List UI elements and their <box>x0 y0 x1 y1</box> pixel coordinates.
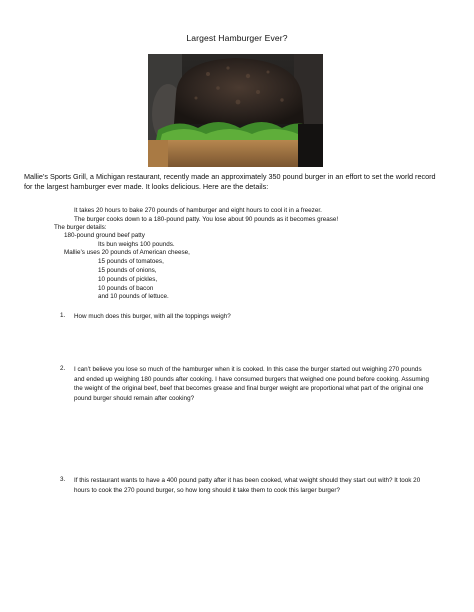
fact-cook-down: The burger cooks down to a 180-pound patty. You lose about 90 pounds as it becomes grease! <box>74 216 339 223</box>
detail-patty: 180-pound ground beef patty <box>64 232 145 239</box>
question-number: 1. <box>60 312 66 319</box>
question-text: If this restaurant wants to have a 400 pound patty after it has been cooked, what weight should they start out with? It took 20 hours to cook the 270 pound burger, so how long should it take them to cook this larger burger? <box>74 477 421 494</box>
details-label: The burger details: <box>54 224 107 231</box>
detail-cheese: Mallie’s uses 20 pounds of American cheese, <box>64 249 190 256</box>
detail-lettuce: and 10 pounds of lettuce. <box>98 293 169 300</box>
detail-bacon: 10 pounds of bacon <box>98 285 154 292</box>
intro-paragraph: Mallie’s Sports Grill, a Michigan restaurant, recently made an approximately 350 pound burger in an effort to set the world record for the largest hamburger ever made. It looks delicious. Here are the details: <box>24 172 436 191</box>
question-text: How much does this burger, with all the toppings weigh? <box>74 313 231 320</box>
question-number: 2. <box>60 365 66 372</box>
detail-tomatoes: 15 pounds of tomatoes, <box>98 258 164 265</box>
detail-onions: 15 pounds of onions, <box>98 267 157 274</box>
question-text: I can’t believe you lose so much of the hamburger when it is cooked. In this case the burger started out weighing 270 pounds and ended up weighing 180 pounds after cooking. I have consumed burgers that weighed one pound before cooking. Assuming the weight of the original beef, beef that becomes grease and final burger weight are proportional what part of the original one pound burger should remain after cooking? <box>74 366 429 402</box>
hamburger-photo <box>148 54 323 167</box>
fact-bake-time: It takes 20 hours to bake 270 pounds of hamburger and eight hours to cool it in a freezer. <box>74 207 322 214</box>
detail-bun: Its bun weighs 100 pounds. <box>98 241 175 248</box>
page-title: Largest Hamburger Ever? <box>186 33 288 43</box>
detail-pickles: 10 pounds of pickles, <box>98 276 158 283</box>
hamburger-image <box>148 54 323 167</box>
question-number: 3. <box>60 476 66 483</box>
